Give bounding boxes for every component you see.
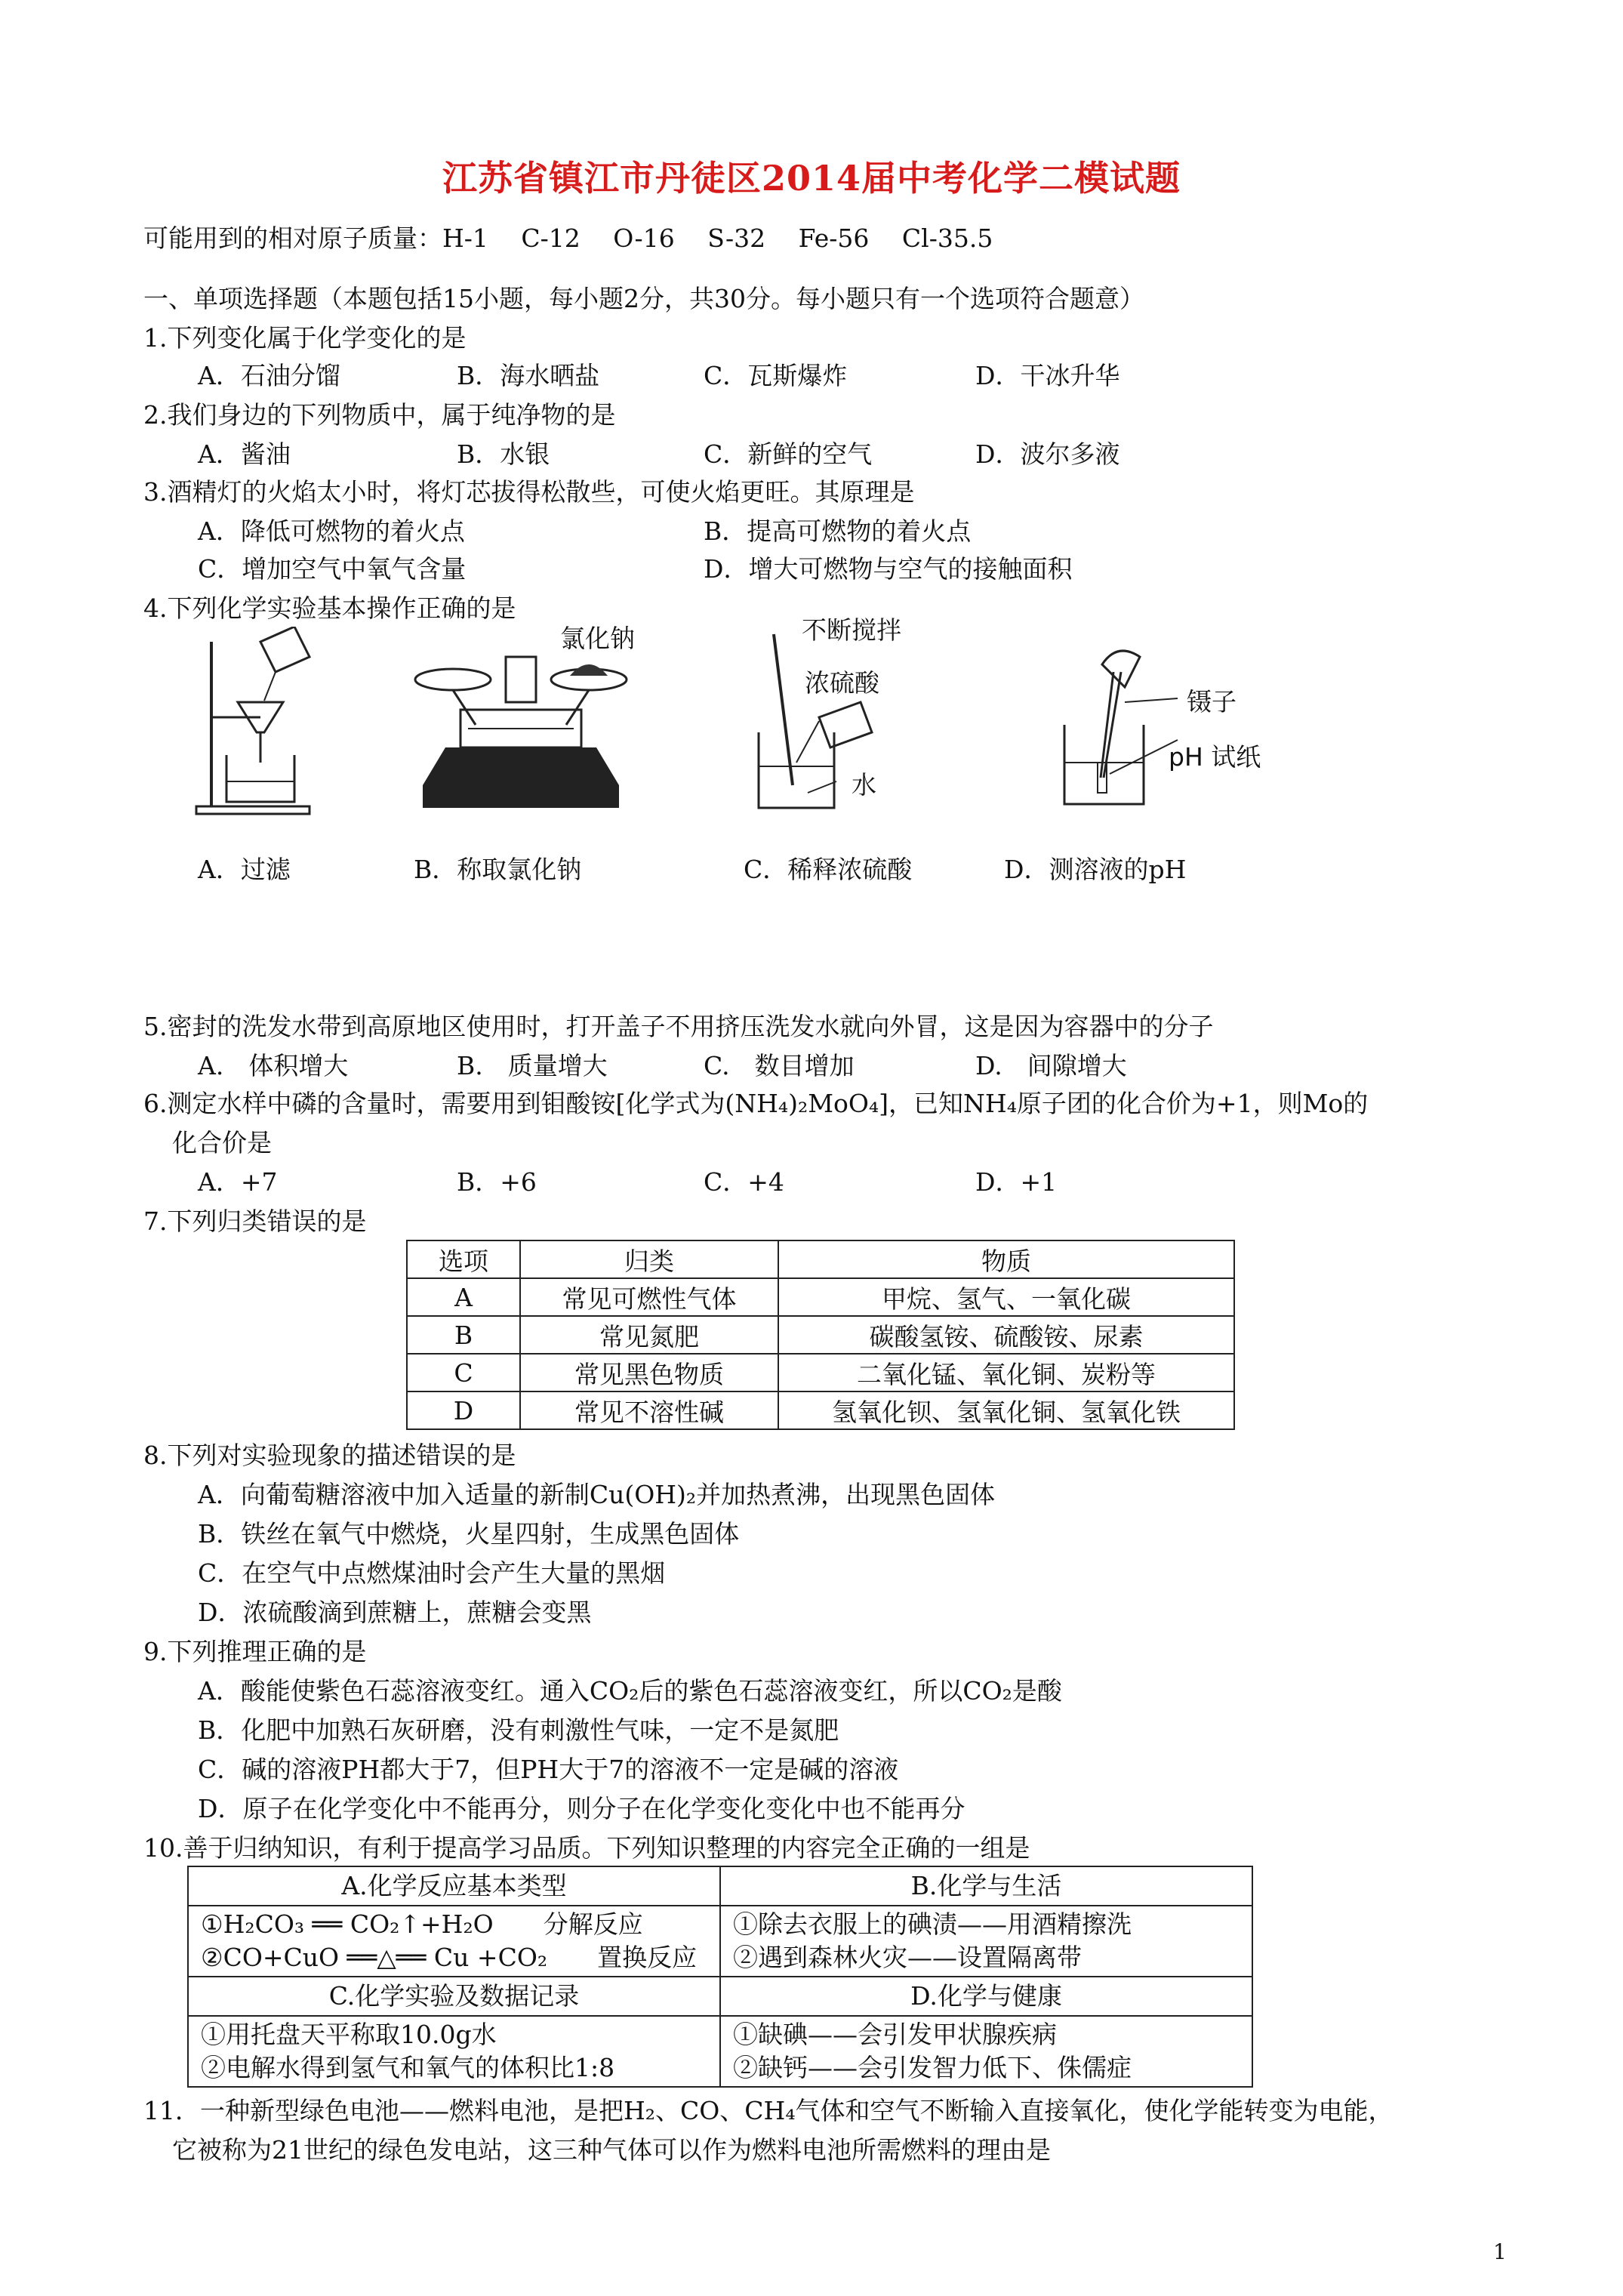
question-6-stem-cont: 化合价是 [172, 1128, 272, 1157]
q10-d-line1: ①缺碘——会引发甲状腺疾病 [733, 2020, 1057, 2049]
question-4-stem: 4.下列化学实验基本操作正确的是 [143, 593, 516, 623]
q7-table [406, 1240, 1235, 1430]
q3-option-a: A．降低可燃物的着火点 [198, 516, 465, 546]
table-cell: D [407, 1391, 520, 1429]
table-row [407, 1354, 1234, 1391]
q2-option-d: D．波尔多液 [975, 439, 1120, 469]
q10-cell-d [720, 2016, 1252, 2087]
table-cell: 常见氮肥 [520, 1316, 778, 1354]
table-cell: C [407, 1354, 520, 1391]
section-heading: 一、单项选择题（本题包括15小题，每小题2分，共30分。每小题只有一个选项符合题意） [143, 284, 1144, 313]
table-header-row [407, 1240, 1234, 1278]
q4-option-a: A．过滤 [198, 855, 291, 884]
tweezers-label: 镊子 [1187, 687, 1236, 717]
q5-option-c: C. 数目增加 [704, 1051, 855, 1080]
q10-header-c: C.化学实验及数据记录 [188, 1977, 720, 2016]
q1-option-d: D．干冰升华 [975, 361, 1120, 390]
q10-cell-c [188, 2016, 720, 2087]
table-cell: 常见黑色物质 [520, 1354, 778, 1391]
q9-option-b: B．化肥中加熟石灰研磨，没有刺激性气味，一定不是氮肥 [198, 1715, 839, 1745]
table-cell: B [407, 1316, 520, 1354]
table-cell: 常见可燃性气体 [520, 1278, 778, 1316]
q9-option-c: C．碱的溶液PH都大于7，但PH大于7的溶液不一定是碱的溶液 [198, 1755, 899, 1784]
q4-option-c: C．稀释浓硫酸 [744, 855, 913, 884]
q8-option-a: A．向葡萄糖溶液中加入适量的新制Cu(OH)₂并加热煮沸，出现黑色固体 [198, 1480, 996, 1509]
q1-option-a: A．石油分馏 [198, 361, 340, 390]
balance-figure [408, 649, 634, 823]
q6-option-a: A．+7 [198, 1167, 278, 1197]
q10-c-line1: ①用托盘天平称取10.0g水 [201, 2020, 497, 2049]
q8-option-c: C．在空气中点燃煤油时会产生大量的黑烟 [198, 1558, 666, 1588]
q8-option-b: B．铁丝在氧气中燃烧，火星四射，生成黑色固体 [198, 1519, 740, 1549]
q10-b-line2: ②遇到森林火灾——设置隔离带 [733, 1943, 1082, 1972]
nacl-label: 氯化钠 [560, 624, 635, 653]
q1-option-b: B．海水晒盐 [457, 361, 600, 390]
q10-a-line2: ②CO+CuO ══△══ Cu +CO₂ 置换反应 [201, 1943, 698, 1972]
q10-header-a: A.化学反应基本类型 [188, 1866, 720, 1906]
q10-d-line2: ②缺钙——会引发智力低下、侏儒症 [733, 2053, 1132, 2082]
q4-option-d: D．测溶液的pH [1004, 855, 1187, 884]
question-11-line1: 11．一种新型绿色电池——燃料电池，是把H₂、CO、CH₄气体和空气不断输入直接氧化，使化学能转变为电能， [143, 2096, 1394, 2125]
q8-option-d: D．浓硫酸滴到蔗糖上，蔗糖会变黑 [198, 1598, 592, 1627]
table-cell: 常见不溶性碱 [520, 1391, 778, 1429]
q9-option-d: D．原子在化学变化中不能再分，则分子在化学变化变化中也不能再分 [198, 1794, 965, 1823]
question-10-stem: 10.善于归纳知识，有利于提高学习品质。下列知识整理的内容完全正确的一组是 [143, 1833, 1030, 1863]
q5-option-b: B. 质量增大 [457, 1051, 608, 1080]
q10-table [187, 1866, 1253, 2088]
q2-option-b: B．水银 [457, 439, 550, 469]
q5-option-a: A. 体积增大 [198, 1051, 349, 1080]
question-3-stem: 3.酒精灯的火焰太小时，将灯芯拔得松散些，可使火焰更旺。其原理是 [143, 477, 915, 507]
header-cell: 选项 [407, 1240, 520, 1278]
table-cell: 氢氧化钡、氢氧化铜、氢氧化铁 [778, 1391, 1234, 1429]
q9-option-a: A．酸能使紫色石蕊溶液变红。通入CO₂后的紫色石蕊溶液变红，所以CO₂是酸 [198, 1676, 1062, 1706]
q1-option-c: C．瓦斯爆炸 [704, 361, 848, 390]
q5-option-d: D. 间隙增大 [975, 1051, 1127, 1080]
q3-option-b: B．提高可燃物的着火点 [704, 516, 972, 546]
q3-option-c: C．增加空气中氧气含量 [198, 554, 467, 584]
question-5-stem: 5.密封的洗发水带到高原地区使用时，打开盖子不用挤压洗发水就向外冒，这是因为容器中的分子 [143, 1012, 1214, 1041]
table-cell: A [407, 1278, 520, 1316]
q10-header-d: D.化学与健康 [720, 1977, 1252, 2016]
page-title: 江苏省镇江市丹徒区2014届中考化学二模试题 [442, 158, 1181, 199]
header-cell: 归类 [520, 1240, 778, 1278]
q10-cell-b [720, 1906, 1252, 1977]
q10-a-line1: ①H₂CO₃ ══ CO₂↑+H₂O 分解反应 [201, 1909, 643, 1939]
question-1-stem: 1.下列变化属于化学变化的是 [143, 323, 467, 353]
q10-b-line1: ①除去衣服上的碘渍——用酒精擦洗 [733, 1909, 1132, 1939]
question-7-stem: 7.下列归类错误的是 [143, 1207, 367, 1236]
atomic-masses: 可能用到的相对原子质量：H-1 C-12 O-16 S-32 Fe-56 Cl-35.5 [143, 223, 993, 253]
q6-option-d: D．+1 [975, 1167, 1058, 1197]
table-row [407, 1391, 1234, 1429]
ph-test-figure [1049, 642, 1200, 823]
q10-c-line2: ②电解水得到氢气和氧气的体积比1:8 [201, 2053, 615, 2082]
water-label: 水 [852, 770, 876, 800]
q6-option-b: B．+6 [457, 1167, 537, 1197]
filtration-figure [189, 627, 325, 823]
ph-paper-label: pH 试纸 [1169, 742, 1261, 772]
q2-option-c: C．新鲜的空气 [704, 439, 873, 469]
q2-option-a: A．酱油 [198, 439, 291, 469]
question-8-stem: 8.下列对实验现象的描述错误的是 [143, 1441, 516, 1470]
q10-cell-a [188, 1906, 720, 1977]
acid-label: 浓硫酸 [805, 668, 879, 698]
header-cell: 物质 [778, 1240, 1234, 1278]
table-row [407, 1278, 1234, 1316]
q4-option-b: B．称取氯化钠 [414, 855, 582, 884]
q6-option-c: C．+4 [704, 1167, 784, 1197]
stir-label: 不断搅拌 [802, 615, 901, 645]
question-2-stem: 2.我们身边的下列物质中，属于纯净物的是 [143, 400, 616, 430]
q10-header-b: B.化学与生活 [720, 1866, 1252, 1906]
question-6-stem: 6.测定水样中磷的含量时，需要用到钼酸铵[化学式为(NH₄)₂MoO₄]，已知NH₄原子团的化合价为+1，则Mo的 [143, 1089, 1369, 1118]
table-cell: 二氧化锰、氧化铜、炭粉等 [778, 1354, 1234, 1391]
table-cell: 碳酸氢铵、硫酸铵、尿素 [778, 1316, 1234, 1354]
table-row [407, 1316, 1234, 1354]
question-9-stem: 9.下列推理正确的是 [143, 1637, 367, 1666]
table-cell: 甲烷、氢气、一氧化碳 [778, 1278, 1234, 1316]
q3-option-d: D．增大可燃物与空气的接触面积 [704, 554, 1073, 584]
page-number: 1 [1493, 2239, 1507, 2264]
question-11-line2: 它被称为21世纪的绿色发电站，这三种气体可以作为燃料电池所需燃料的理由是 [172, 2135, 1051, 2165]
